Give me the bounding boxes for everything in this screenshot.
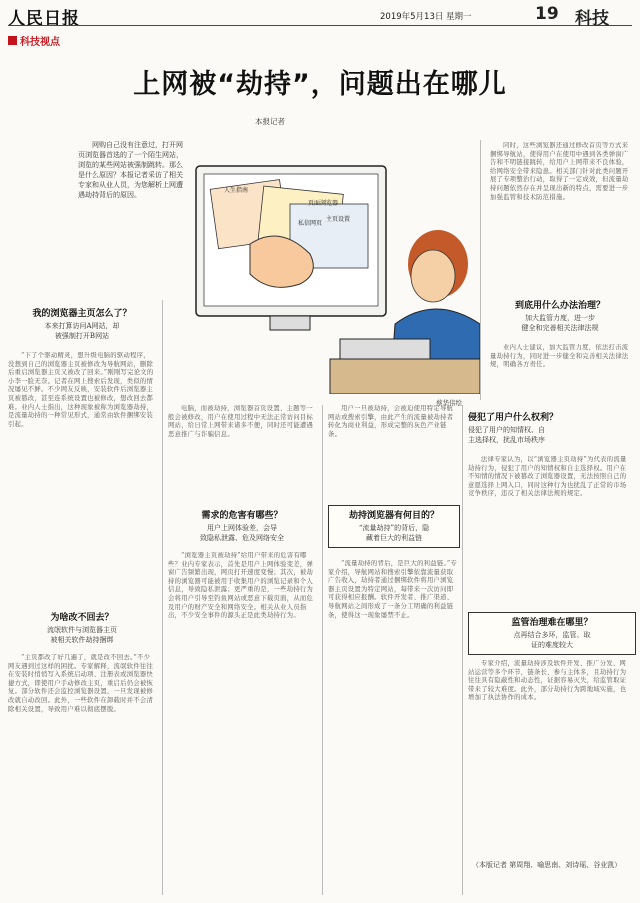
section-2-title: 为啥改不回去？ [50, 613, 114, 623]
section-1-deck-1: 本来打算访问A网站，却 [44, 322, 120, 330]
section-2-deck-2: 被相关软件劫持捆绑 [50, 636, 114, 644]
body-text-col2-a: 电脑，而被劫持，浏览器首页设置、主题等一般会被修改，用户在使用过程中无法正常访问目标网站，给日常上网带来诸多不便，同时还可能遭遇恶意推广与诈骗信息。 [168, 405, 314, 438]
body-text-col2-b: “浏览器主页被劫持”给用户带来的危害有哪些？业内专家表示，首先是用户上网体验变差，弹窗广告频繁出现，网页打开速度变慢；其次，被劫持的浏览器可能被用于收集用户的浏览记录和个人信息，导致隐私泄露；更严重的是，一些劫持行为会将用户引导至钓鱼网站或恶意下载页面，从而危及用户的财产安全和网络安全。相关从业人员指出，不少安全事件的源头正是此类劫持行为。 [168, 552, 314, 620]
illustration [190, 124, 480, 394]
section-3-head [168, 510, 316, 543]
section-3-deck-2: 致隐私泄露、危及网络安全 [200, 534, 284, 542]
section-4-deck-1: “流量劫持”的背后，隐 [358, 524, 430, 532]
body-text-col4-a: 法律专家认为，以“浏览器主页劫持”为代表的流量劫持行为，侵犯了用户的知情权和自主选择权。用户在不知情的情况下被篡改了浏览器设置，无法按照自己的意愿选择上网入口，同时这种行为也扰乱了正常的市场竞争秩序，违反了相关法律法规的规定。 [468, 456, 627, 498]
body-text-col1-a: “下了个驱动精灵，想升级电脑的驱动程序，没想到自己的浏览器主页被修改为导航网站，删除后重启浏览器主页又被改了回来。”刚刚写完论文的小李一脸无奈。记者在网上搜索后发现，类似的情况屡见不鲜。不少网友反映，安装软件后浏览器主页被篡改，甚至连系统设置也被修改，想改回去都难。业内人士指出，这种现象被称为浏览器劫持，是流量劫持的一种常见形式，通常由软件捆绑安装引起。 [8, 352, 154, 428]
person-face [411, 250, 455, 302]
footer-note: （本版记者 第周翔、喻思南、刘诗瑶、谷业凯） [472, 861, 622, 869]
column-rule-1 [162, 300, 163, 895]
section-7-deck-2: 健全和完善相关法律法规 [521, 324, 599, 332]
column-tag [8, 33, 60, 48]
illustration-credit: 蔡华伟绘 [436, 399, 462, 407]
byline: 本报记者 [255, 117, 285, 126]
masthead-rule [8, 25, 632, 26]
section-7-head [490, 300, 630, 333]
section-7-title: 到底用什么办法治理？ [514, 301, 605, 311]
section-1-head [8, 308, 156, 341]
section-name: 科技 [575, 9, 609, 29]
body-text-col1-b: “主页都改了好几遍了，就是改不回去。”不少网友遇到过这样的困扰。专家解释，流氓软件往往在安装时悄悄写入系统启动项、注册表或浏览器快捷方式，即使用户手动修改主页，重启后仍会被恢复。部分软件还会监控浏览器设置，一旦发现被修改就自动改回。此外，一些软件在卸载时并不会清除相关设置，导致用户难以彻底摆脱。 [8, 654, 154, 713]
column-rule-top [480, 140, 481, 400]
section-4-title: 劫持浏览器有何目的？ [348, 511, 439, 521]
publication-date: 2019年5月13日 星期一 [380, 12, 472, 22]
section-7-deck-1: 加大监管力度，进一步 [525, 314, 595, 322]
illus-label-1: 人生指南 [224, 187, 249, 194]
keyboard [340, 339, 430, 359]
body-text-col3-b: “流量劫持的背后，是巨大的利益链。”专家介绍，导航网站和搜索引擎依靠流量获取广告收入，劫持者通过捆绑软件将用户浏览器主页设置为特定网站，每带来一次访问即可获得相应报酬。软件开发者、推广渠道、导航网站之间形成了一条分工明确的利益链条，使得这一现象屡禁不止。 [328, 560, 458, 619]
body-text-col3-a: 用户一旦被劫持，会被迫使用特定导航网站或搜索引擎，由此产生的流量被劫持者转化为商业利益，形成完整的灰色产业链条。 [328, 405, 454, 438]
column-rule-2 [322, 405, 323, 895]
column-rule-3 [462, 405, 463, 895]
masthead: 人民日报 [8, 9, 80, 29]
section-2-head [8, 612, 156, 645]
section-6-head [468, 612, 636, 655]
body-text-col4-b: 专家介绍，流量劫持涉及软件开发、推广分发、网站运营等多个环节，链条长、参与主体多，且劫持行为往往具有隐蔽性和动态性，证据容易灭失，给监管取证带来了较大难度。此外，部分劫持行为跨地域实施，也增加了执法协作的成本。 [468, 660, 627, 702]
page-number: 19 [535, 4, 559, 24]
section-5-title: 侵犯了用户什么权利？ [468, 413, 559, 423]
section-6-deck-2: 证的难度较大 [531, 641, 573, 649]
lead-paragraph: 网购自己没有注意过，打开网页浏览器首选的了一个陌生网站，浏览的某些网站被强制跳转。那么是什么原因？本报记者采访了相关专家和从业人员，为您解析上网遭遇劫持背后的原因。 [78, 141, 183, 199]
column-tag-label: 科技视点 [20, 37, 60, 48]
tag-square-icon [8, 36, 17, 45]
section-4-head [328, 505, 460, 548]
desk [330, 359, 480, 394]
headline: 上网被“劫持”，问题出在哪儿 [133, 69, 507, 100]
body-text-right-mid: 业内人士建议，加大监管力度，依法打击流量劫持行为，同时进一步健全和完善相关法律法规，明确各方责任。 [490, 344, 629, 369]
section-1-deck-2: 被强制打开B网站 [54, 332, 110, 340]
illus-label-2: 页面浏览器 [308, 200, 339, 207]
illustration-svg [190, 124, 480, 394]
illus-label-4: 主页设置 [326, 216, 351, 223]
section-5-deck-1: 侵犯了用户的知情权、自 [468, 426, 545, 434]
monitor-stand [270, 316, 310, 330]
section-6-title: 监管治理难在哪里？ [511, 618, 593, 628]
section-6-deck-1: 点再结合多环，监管、取 [513, 631, 591, 639]
section-3-title: 需求的危害有哪些？ [201, 511, 283, 521]
section-2-deck-1: 流氓软件与浏览器主页 [47, 626, 117, 634]
section-5-deck-2: 主选择权，扰乱市场秩序 [468, 436, 545, 444]
section-4-deck-2: 藏着巨大的利益链 [366, 534, 422, 542]
illus-label-3: 私信网页 [298, 220, 323, 227]
section-5-block [468, 412, 632, 445]
section-3-deck-1: 用户上网体验差，会导 [207, 524, 277, 532]
section-1-title: 我的浏览器主页怎么了？ [32, 309, 132, 319]
body-text-right-top: 同时，这些浏览器还通过修改首页等方式来捆绑导航站，使得用户在使用中遇到各类弹窗广告和不明链接跳转，给用户上网带来不良体验，给网络安全带来隐患。相关部门针对此类问题开展了专项整治行动，取得了一定成效，但流量劫持问题依然存在并呈现出新的特点，需要进一步加强监管和技术防范措施。 [490, 142, 629, 201]
